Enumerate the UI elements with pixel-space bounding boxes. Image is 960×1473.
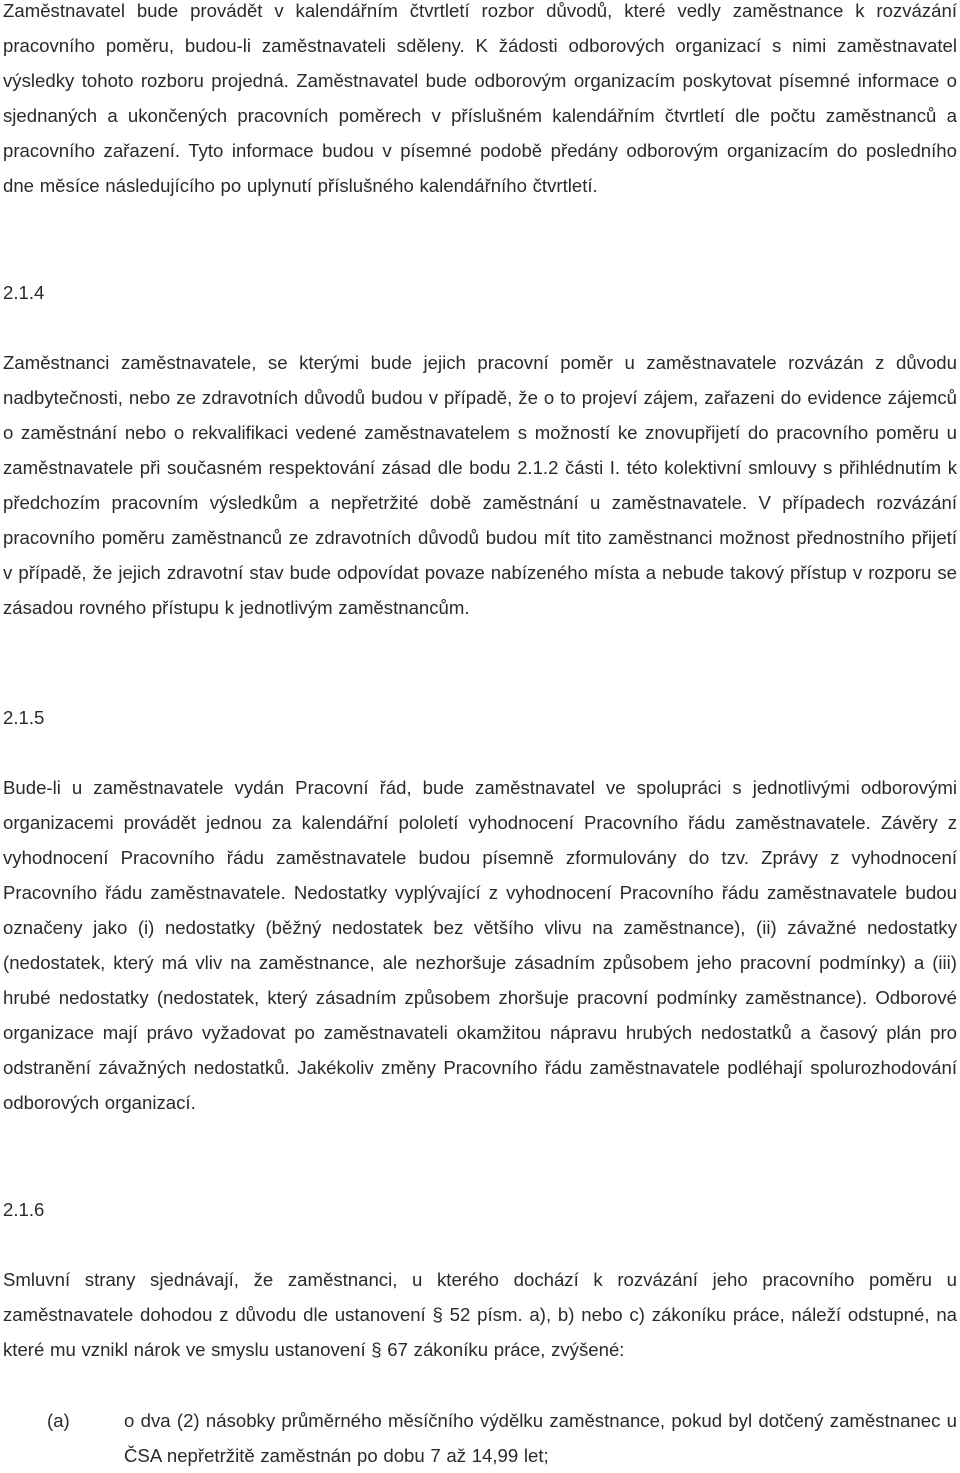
paragraph-odstupne: Smluvní strany sjednávají, že zaměstnanci, u kterého dochází k rozvázání jeho pracovního poměru u zaměstnavatele dohodou z důvodu dle ustanovení § 52 písm. a), b) nebo c) zákoníku práce, náleží odstupné, na které mu vznikl nárok ve smyslu ustanovení § 67 zákoníku práce, zvýšené: xyxy=(3,1269,957,1360)
section-number-2-1-6: 2.1.6 xyxy=(3,1199,45,1220)
list-item xyxy=(3,1403,957,1473)
section-number-2-1-4: 2.1.4 xyxy=(3,282,45,303)
section-number-2-1-5: 2.1.5 xyxy=(3,707,45,728)
list-marker: (a) xyxy=(47,1410,70,1431)
list-item-text: o dva (2) násobky průměrného měsíčního výdělku zaměstnance, pokud byl dotčený zaměstnanec u ČSA nepřetržitě zaměstnán po dobu 7 až 14,99 let; xyxy=(124,1410,957,1466)
paragraph-rozbor-duvodu: Zaměstnavatel bude provádět v kalendářním čtvrtletí rozbor důvodů, které vedly zaměstnance k rozvázání pracovního poměru, budou-li zaměstnavateli sděleny. K žádosti odborových organizací s nimi zaměstnavatel výsledky tohoto rozboru projedná. Zaměstnavatel bude odborovým organizacím poskytovat písemné informace o sjednaných a ukončených pracovních poměrech v příslušném kalendářním čtvrtletí dle počtu zaměstnanců a pracovního zařazení. Tyto informace budou v písemné podobě předány odborovým organizacím do posledního dne měsíce následujícího po uplynutí příslušného kalendářního čtvrtletí. xyxy=(3,0,957,196)
paragraph-evidence-zajemcu: Zaměstnanci zaměstnavatele, se kterými bude jejich pracovní poměr u zaměstnavatele rozvázán z důvodu nadbytečnosti, nebo ze zdravotních důvodů budou v případě, že o to projeví zájem, zařazeni do evidence zájemců o zaměstnání nebo o rekvalifikaci vedené zaměstnavatelem s možností ke znovupřijetí do pracovního poměru u zaměstnavatele při současném respektování zásad dle bodu 2.1.2 části I. této kolektivní smlouvy s přihlédnutím k předchozím pracovním výsledkům a nepřetržité době zaměstnání u zaměstnavatele. V případech rozvázání pracovního poměru zaměstnanců ze zdravotních důvodů budou mít tito zaměstnanci možnost přednostního přijetí v případě, že jejich zdravotní stav bude odpovídat povaze nabízeného místa a nebude takový přístup v rozporu se zásadou rovného přístupu k jednotlivým zaměstnancům. xyxy=(3,352,957,618)
paragraph-pracovni-rad: Bude-li u zaměstnavatele vydán Pracovní řád, bude zaměstnavatel ve spolupráci s jednotlivými odborovými organizacemi provádět jednou za kalendářní pololetí vyhodnocení Pracovního řádu zaměstnavatele. Závěry z vyhodnocení Pracovního řádu zaměstnavatele budou písemně zformulovány do tzv. Zprávy z vyhodnocení Pracovního řádu zaměstnavatele. Nedostatky vyplývající z vyhodnocení Pracovního řádu zaměstnavatele budou označeny jako (i) nedostatky (běžný nedostatek bez většího vlivu na zaměstnance), (ii) závažné nedostatky (nedostatek, který má vliv na zaměstnance, ale nezhoršuje zásadním způsobem jeho pracovní podmínky) a (iii) hrubé nedostatky (nedostatek, který zásadním způsobem zhoršuje pracovní podmínky zaměstnance). Odborové organizace mají právo vyžadovat po zaměstnavateli okamžitou nápravu hrubých nedostatků a časový plán pro odstranění závažných nedostatků. Jakékoliv změny Pracovního řádu zaměstnavatele podléhají spolurozhodování odborových organizací. xyxy=(3,777,957,1113)
